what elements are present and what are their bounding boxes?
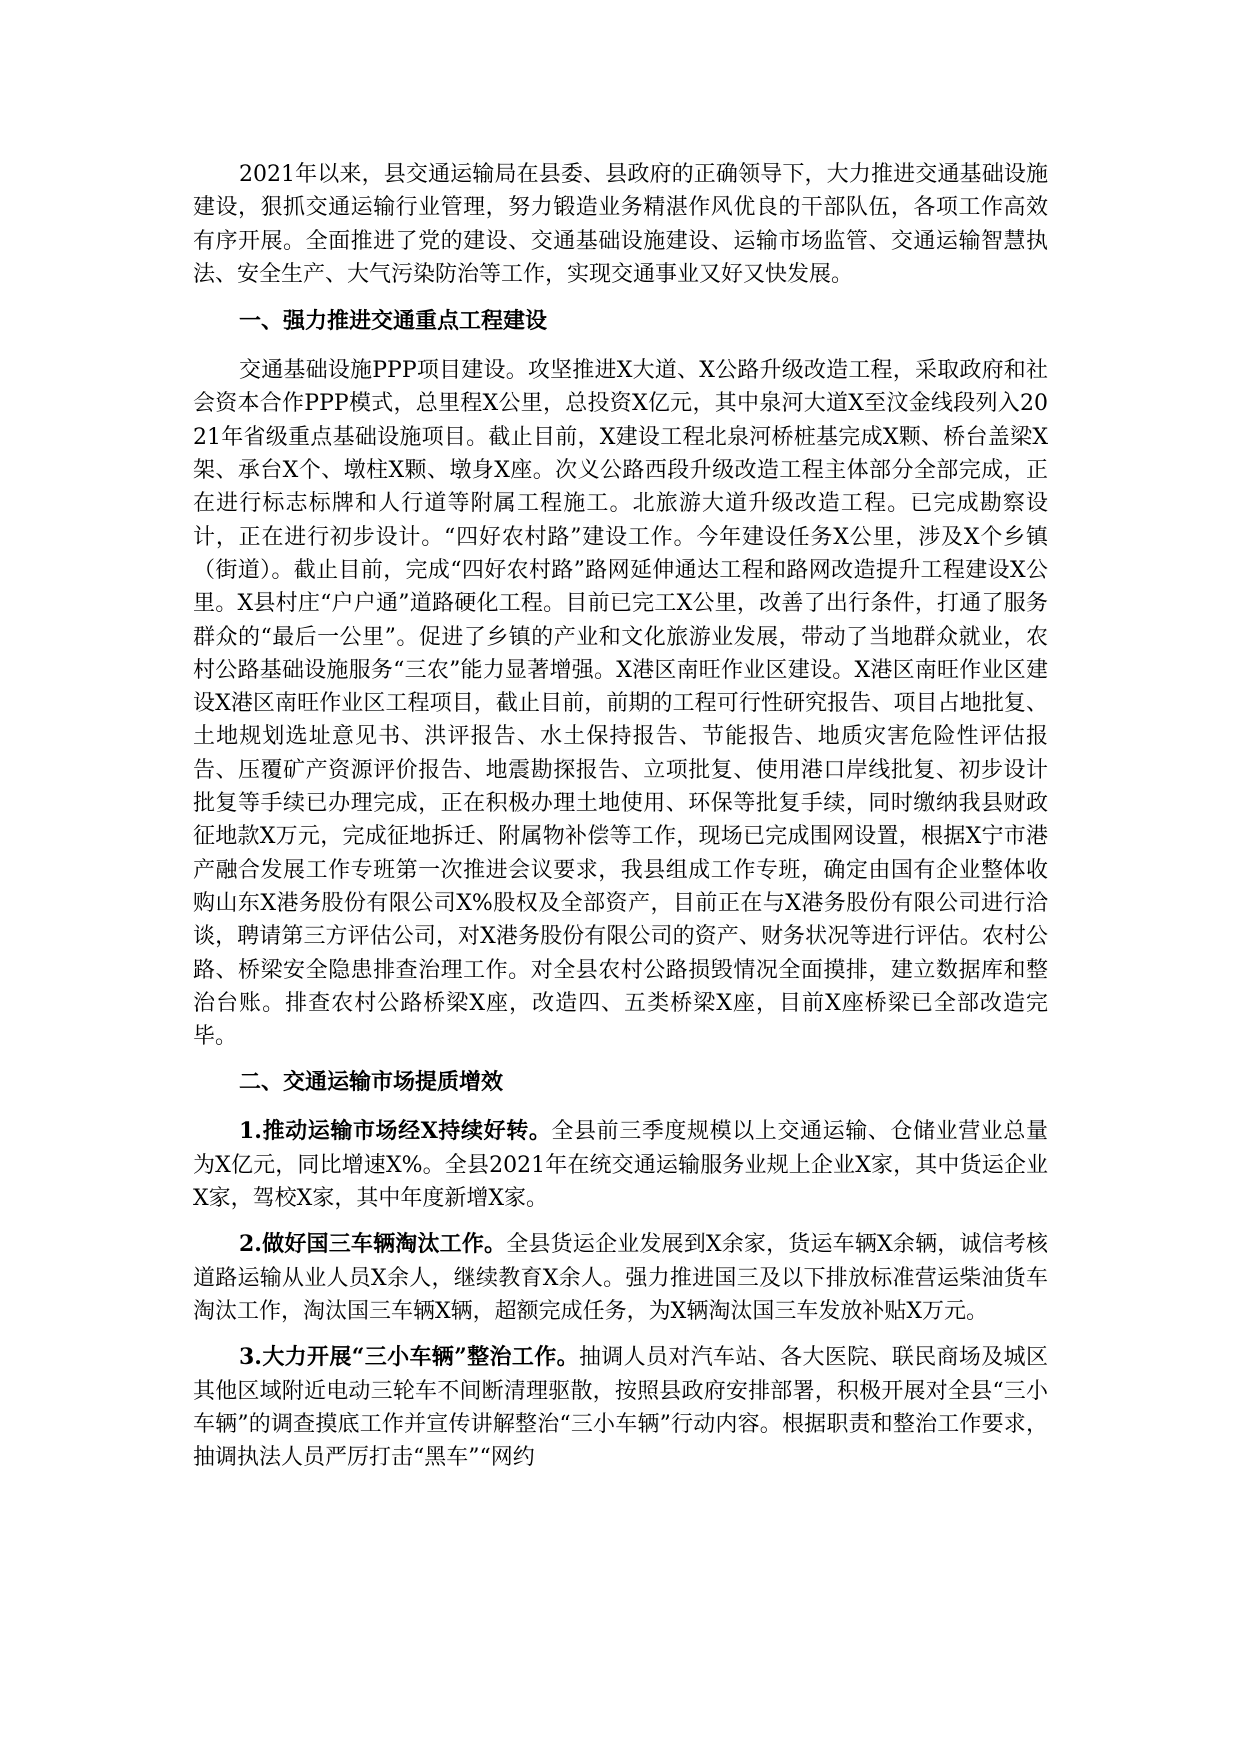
item-body-text: 抽调人员对汽车站、各大医院、联民商场及城区其他区域附近电动三轮车不间断清理驱散，按照县政府安排部署，积极开展对全县“三小车辆”的调查摸底工作并宣传讲解整治“三小车辆”行动内容。根据职责和整治工作要求，抽调执法人员严厉打击“黑车”“网约 [193,1345,1048,1471]
item-body-text: 全县货运企业发展到X余家，货运车辆X余辆，诚信考核道路运输从业人员X余人，继续教育X余人。强力推进国三及以下排放标准营运柴油货车淘汰工作，淘汰国三车辆X辆，超额完成任务，为X辆淘汰国三车发放补贴X万元。 [193,1232,1048,1324]
item-lead-title: 1.推动运输市场经X持续好转。 [239,1118,552,1145]
section-heading-2: 二、交通运输市场提质增效 [239,1069,504,1096]
list-item-paragraph [193,1115,1048,1215]
list-item-paragraph [193,1228,1048,1328]
item-lead-title: 2.做好国三车辆淘汰工作。 [239,1231,507,1258]
item-body-text: 全县前三季度规模以上交通运输、仓储业营业总量为X亿元，同比增速X%。全县2021年在统交通运输服务业规上企业X家，其中货运企业X家，驾校X家，其中年度新增X家。 [193,1119,1048,1212]
section1-body-paragraph: 交通基础设施PPP项目建设。攻坚推进X大道、X公路升级改造工程，采取政府和社会资本合作PPP模式，总里程X公里，总投资X亿元，其中泉河大道X至汶金线段列入2021年省级重点基础设施项目。截止目前，X建设工程北泉河桥桩基完成X颗、桥台盖梁X架、承台X个、墩柱X颗、墩身X座。次义公路西段升级改造工程主体部分全部完成，正在进行标志标牌和人行道等附属工程施工。北旅游大道升级改造工程。已完成勘察设计，正在进行初步设计。“四好农村路”建设工作。今年建设任务X公里，涉及X个乡镇（街道）。截止目前，完成“四好农村路”路网延伸通达工程和路网改造提升工程建设X公里。X县村庄“户户通”道路硬化工程。目前已完工X公里，改善了出行条件，打通了服务群众的“最后一公里”。促进了乡镇的产业和文化旅游业发展，带动了当地群众就业，农村公路基础设施服务“三农”能力显著增强。X港区南旺作业区建设。X港区南旺作业区建设X港区南旺作业区工程项目，截止目前，前期的工程可行性研究报告、项目占地批复、土地规划选址意见书、洪评报告、水土保持报告、节能报告、地质灾害危险性评估报告、压覆矿产资源评价报告、地震勘探报告、立项批复、使用港口岸线批复、初步设计批复等手续已办理完成，正在积极办理土地使用、环保等批复手续，同时缴纳我县财政征地款X万元，完成征地拆迁、附属物补偿等工作，现场已完成围网设置，根据X宁市港产融合发展工作专班第一次推进会议要求，我县组成工作专班，确定由国有企业整体收购山东X港务股份有限公司X%股权及全部资产，目前正在与X港务股份有限公司进行洽谈，聘请第三方评估公司，对X港务股份有限公司的资产、财务状况等进行评估。农村公路、桥梁安全隐患排查治理工作。对全县农村公路损毁情况全面摸排，建立数据库和整治台账。排查农村公路桥梁X座，改造四、五类桥梁X座，目前X座桥梁已全部改造完毕。 [193,358,1048,1050]
item-lead-title: 3.大力开展“三小车辆”整治工作。 [239,1344,579,1371]
section-heading-1: 一、强力推进交通重点工程建设 [239,308,548,335]
document-page [193,158,1048,1487]
list-item-paragraph [193,1341,1048,1474]
intro-paragraph: 2021年以来，县交通运输局在县委、县政府的正确领导下，大力推进交通基础设施建设，狠抓交通运输行业管理，努力锻造业务精湛作风优良的干部队伍，各项工作高效有序开展。全面推进了党的建设、交通基础设施建设、运输市场监管、交通运输智慧执法、安全生产、大气污染防治等工作，实现交通事业又好又快发展。 [193,162,1048,287]
